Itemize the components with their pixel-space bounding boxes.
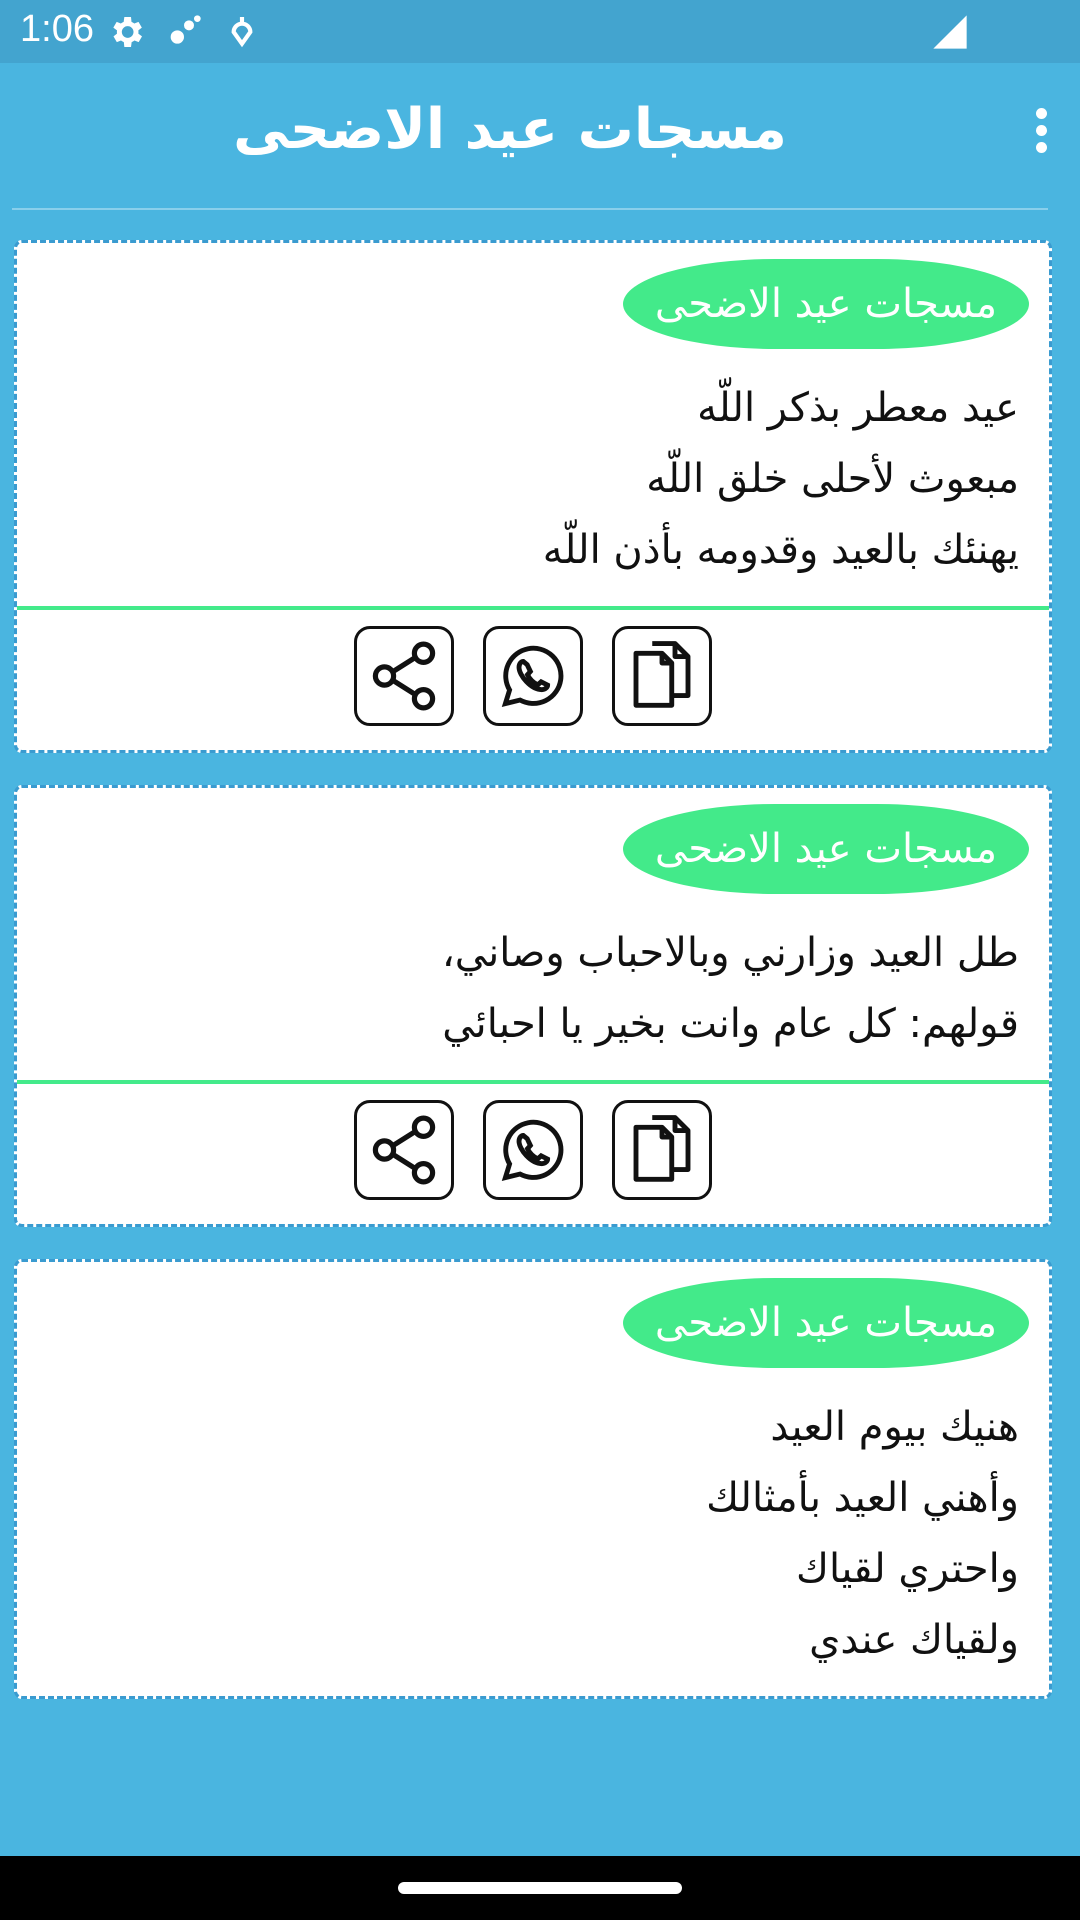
message-line: ولقياك عندي: [809, 1617, 1019, 1663]
whatsapp-icon: [494, 1111, 572, 1189]
whatsapp-icon: [494, 637, 572, 715]
copy-icon: [623, 1111, 701, 1189]
message-line: طل العيد وزارني وبالاحباب وصاني،: [441, 930, 1019, 976]
app-bar-divider: [12, 208, 1048, 210]
signal-dots-icon: [164, 12, 204, 52]
share-button[interactable]: [354, 1100, 454, 1200]
message-line: يهنئك بالعيد وقدومه بأذن اللّه: [542, 527, 1019, 573]
message-line: عيد معطر بذكر اللّه: [697, 385, 1019, 431]
share-icon: [365, 637, 443, 715]
card-actions: [17, 1084, 1049, 1224]
category-pill: مسجات عيد الاضحى: [623, 804, 1029, 894]
share-button[interactable]: [354, 626, 454, 726]
message-line: واحتري لقياك: [796, 1546, 1019, 1592]
gear-icon: [106, 12, 146, 52]
status-time: 1:06: [20, 8, 94, 50]
category-pill: مسجات عيد الاضحى: [623, 1278, 1029, 1368]
copy-icon: [623, 637, 701, 715]
home-gesture-handle[interactable]: [398, 1882, 682, 1894]
message-card: [14, 240, 1052, 753]
copy-button[interactable]: [612, 1100, 712, 1200]
message-text: [17, 1368, 1049, 1696]
share-icon: [365, 1111, 443, 1189]
status-bar: [0, 0, 1080, 63]
message-text: [17, 894, 1049, 1080]
navigation-bar: [0, 1856, 1080, 1920]
card-actions: [17, 610, 1049, 750]
category-pill: مسجات عيد الاضحى: [623, 259, 1029, 349]
location-icon: [222, 12, 262, 52]
message-card: [14, 785, 1052, 1227]
whatsapp-button[interactable]: [483, 1100, 583, 1200]
message-card: [14, 1259, 1052, 1699]
message-line: وأهني العيد بأمثالك: [706, 1475, 1019, 1521]
message-line: قولهم: كل عام وانت بخير يا احبائي: [442, 1001, 1019, 1047]
message-line: هنيك بيوم العيد: [770, 1404, 1019, 1450]
message-list[interactable]: [14, 240, 1052, 1818]
page-title: مسجات عيد الاضحى: [233, 97, 787, 162]
message-line: مبعوث لأحلى خلق اللّه: [646, 456, 1019, 502]
more-vert-icon[interactable]: [1016, 103, 1066, 163]
copy-button[interactable]: [612, 626, 712, 726]
cell-signal-icon: [930, 12, 970, 52]
message-text: [17, 349, 1049, 606]
app-bar: [0, 63, 1080, 210]
whatsapp-button[interactable]: [483, 626, 583, 726]
